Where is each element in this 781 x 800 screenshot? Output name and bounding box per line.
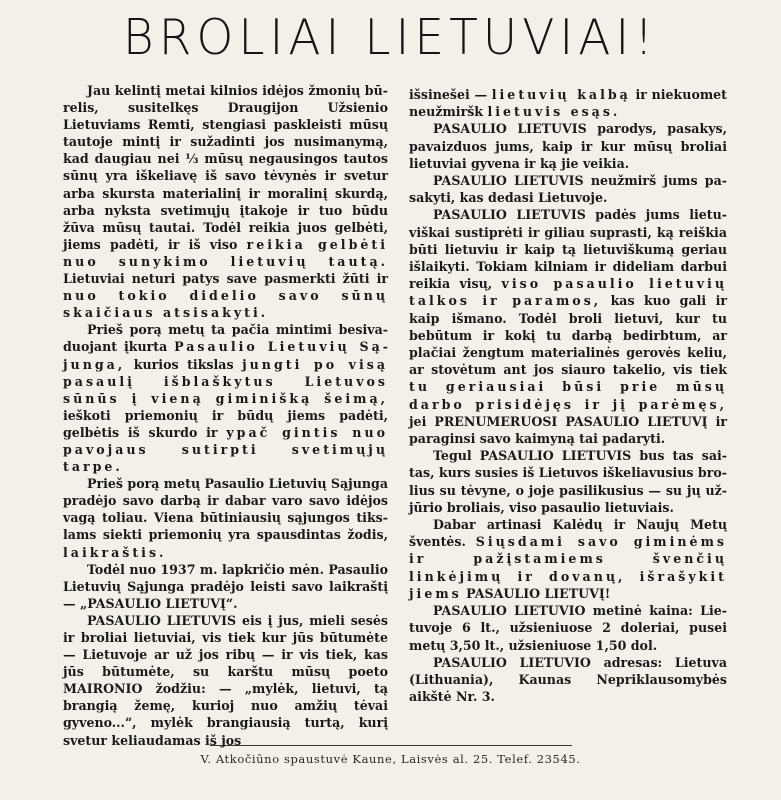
paragraph: Prieš porą metų ta pačia mintimi besivaduojant įkurta Pasaulio Lietuvių Sąjunga, kurios tikslas jungti po visą pasaulį išblaškytus Lietuvos sūnūs į vieną giminišką šeimą, ieškoti priemonių ir būdų jiems padėti, gelbėtis iš skurdo ir ypač gintis nuo pavojaus sutirpti svetimųjų tarpe. <box>63 322 389 475</box>
paragraph: Tegul PASAULIO LIETUVIS bus tas saitas, kurs susies iš Lietuvos iškeliavusius brolius su tėvyne, o joje pasilikusius — su jų užjūrio broliais, viso pasaulio lietuviais. <box>409 448 727 515</box>
right-text-column <box>409 86 727 705</box>
paragraph: PASAULIO LIETUVIO metinė kaina: Lietuvoje 6 lt., užsieniuose 2 doleriai, pusei metų 3,50 lt., užsieniuose 1,50 dol. <box>409 603 727 653</box>
printer-imprint: V. Atkočiūno spaustuvė Kaune, Laisvės al. 25. Telef. 23545. <box>200 752 581 766</box>
paragraph: išsinešei — lietuvių kalbą ir niekuomet neužmiršk lietuvis esąs. <box>409 87 727 120</box>
footer-divider <box>210 745 572 746</box>
paragraph: PASAULIO LIETUVIS eis į jus, mieli sesės ir broliai lietuviai, vis tiek kur jūs būtumėte — Lietuvoje ar už jos ribų — ir vis tiek, kas jūs būtumėte, su karštu mūsų poeto MAIRONIO žodžiu: — „mylėk, lietuvi, tą brangią žemę, kurioj nuo amžių tėvai gyveno...“, mylėk brangiausią turtą, kurį svetur keliaudamas iš jos <box>63 612 388 748</box>
paragraph: Jau kelintį metai kilnios idėjos žmonių būrelis, susitelkęs Draugijon Užsienio Lietuviams Remti, stengiasi paskleisti mūsų tautoje mintį ir sužadinti jos nusimanymą, kad daugiau nei ⅓ mūsų negausingos tautos sūnų yra iškeliavę iš savo tėvynės ir svetur arba skursta materialinį ir moralinį skurdą, arba nyksta svetimųjų įtakoje ir tuo būdu žūva mūsų tautai. Todėl reikia juos gelbėti, jiems padėti, ir iš viso reikia gelbėti nuo sunykimo lietuvių tautą. Lietuviai neturi patys save pasmerkti žūti ir nuo tokio didelio savo sūnų skaičiaus atsisakyti. <box>63 83 388 321</box>
paragraph: Dabar artinasi Kalėdų ir Naujų Metų šventės. Siųsdami savo giminėms ir pažįstamiems švenčių linkėjimų ir dovanų, išrašykit jiems PASAULIO LIETUVĮ! <box>409 517 727 601</box>
paragraph: PASAULIO LIETUVIS neužmirš jums pasakyti, kas dedasi Lietuvoje. <box>409 173 727 206</box>
paragraph: Prieš porą metų Pasaulio Lietuvių Sąjunga pradėjo savo darbą ir dabar varo savo idėjos vagą toliau. Viena būtiniausių sąjungos tikslams siekti priemonių yra spausdintas žodis, laikraštis. <box>63 476 388 560</box>
paragraph: PASAULIO LIETUVIS padės jums lietuviškai sustiprėti ir giliau suprasti, ką reiškia būti lietuviu ir kaip tą lietuviškumą geriau išlaikyti. Tokiam kilniam ir dideliam darbui reikia visų, viso pasaulio lietuvių talkos ir paramos, kas kuo gali ir kaip išmano. Todėl broli lietuvi, kur tu bebūtum ir kokį tu darbą bedirbtum, ar plačiai žengtum materialinės gerovės keliu, ar stovėtum ant jos siauro takelio, vis tiek tu geriausiai būsi prie mūsų darbo prisidėjęs ir jį parėmęs, jei PRENUMERUOSI PASAULIO LIETUVĮ ir paraginsi savo kaimyną tai padaryti. <box>409 207 727 447</box>
left-text-column <box>63 82 388 749</box>
paragraph: Todėl nuo 1937 m. lapkričio mėn. Pasaulio Lietuvių Sąjunga pradėjo leisti savo laikraštį — „PASAULIO LIETUVĮ“. <box>63 561 389 611</box>
paragraph: PASAULIO LIETUVIS parodys, pasakys, pavaizduos jums, kaip ir kur mūsų broliai lietuviai gyvena ir ką jie veikia. <box>409 121 727 171</box>
paragraph: PASAULIO LIETUVIO adresas: Lietuva (Lithuania), Kaunas Nepriklausomybės aikštė Nr. 3. <box>409 654 727 705</box>
page-title: BROLIAI LIETUVIAI! <box>122 8 659 67</box>
